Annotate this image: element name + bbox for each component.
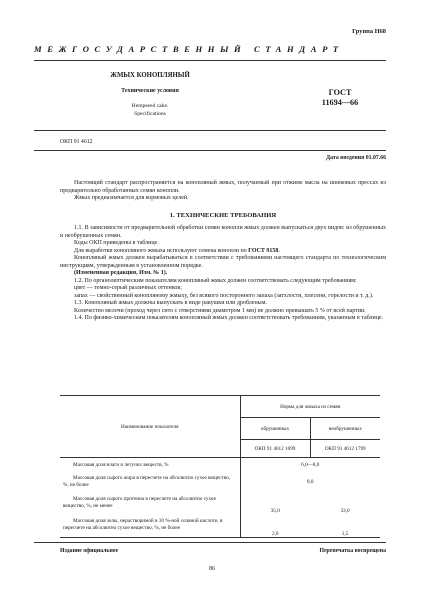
intro-paragraph: Жмых предназначается для кормовых целей. — [74, 195, 189, 201]
intro-paragraph: Настоящий стандарт распространяется на конопляный жмых, получаемый при отжиме масла на шнековых прессах из предварительно обработанных семян конопли. — [60, 180, 386, 194]
okp-code: ОКП 91 4612 — [60, 139, 93, 145]
table-cell-value: 33,0 — [340, 507, 350, 514]
clause-1-1-seeds-end: . — [278, 247, 280, 254]
table-row — [60, 472, 380, 492]
footer-rule — [34, 542, 386, 543]
clause-1-2: 1.2. По органолептическим показателям конопляный жмых должен соответствовать следующим требованиям: — [74, 277, 357, 284]
english-title — [0, 102, 300, 118]
table-header-hulled: обрушенных — [240, 418, 310, 440]
clause-1-1-seeds — [60, 248, 386, 256]
table-cell-name: Массовая доля сырого протеина в пересчете на абсолютно сухое вещество, %, не менее — [60, 492, 240, 514]
section-1-body — [60, 225, 386, 323]
table-row — [60, 458, 380, 472]
standard-banner-text: МЕЖГОСУДАРСТВЕННЫЙ СТАНДАРТ — [34, 44, 344, 54]
table-cell-value: 6,0—8,0 — [301, 461, 320, 468]
clause-1-1: 1.1. В зависимости от предварительной обработки семян конопли жмых должен выпускаться двух видов: из обрушенных и необрушенных семян. — [60, 225, 386, 239]
introduction-date: Дата введения 01.07.66 — [326, 155, 386, 161]
gost-code: 11694—66 — [321, 98, 359, 107]
gost-label: ГОСТ — [328, 88, 352, 97]
amendment-note: (Измененная редакция, Изм. № 1). — [74, 270, 168, 276]
table-cell-value: 35,0 — [270, 507, 280, 514]
clause-1-1-seeds-text: Для выработки конопляного жмыха используют семена конопли по — [74, 247, 249, 254]
standard-banner — [34, 44, 386, 54]
table-header-norm: Норма для жмыха из семян — [240, 396, 380, 418]
gost-reference-link: ГОСТ 9158 — [248, 247, 279, 254]
gost-number — [310, 88, 370, 108]
top-rule — [34, 60, 386, 61]
table-okp-hulled: ОКП 91 4612 1699 — [240, 440, 310, 458]
okp-rule — [34, 150, 386, 151]
table-header-indicator: Наименование показателя — [60, 396, 240, 458]
clause-1-1-production: Конопляный жмых должен вырабатываться в соответствии с требованиями настоящего стандарта по технологическим инструкциям, утвержденным в установленном порядке. — [60, 255, 386, 269]
clause-1-2-color: цвет — темно-серый различных оттенков; — [74, 285, 182, 291]
requirements-table — [60, 395, 380, 538]
section-heading: 1. ТЕХНИЧЕСКИЕ ТРЕБОВАНИЯ — [169, 212, 277, 219]
group-label: Группа Н68 — [352, 28, 386, 35]
table-cell-name: Массовая доля влаги и летучих веществ, % — [60, 458, 240, 472]
clause-1-3: 1.3. Конопляный жмых должны выпускать в виде ракушки или дробленым. — [74, 300, 267, 306]
table-header-unhulled: необрушенных — [310, 418, 380, 440]
table-cell-value: 2,0 — [272, 531, 279, 537]
clause-1-2-smell: запах — свойственный конопляному жмыху, без всякого постороннего запаха (затхлости, плесени, горелости и т. д.). — [74, 292, 374, 299]
table-cell-name: Массовая доля золы, нерастворимой в 10 %-ной соляной кислоте, в пересчете на абсолютно сухое вещество, %, не более — [60, 514, 240, 538]
intro-block — [60, 180, 386, 203]
clause-1-4: 1.4. По физико-химическим показателям конопляный жмых должен соответствовать требованиям, указанным в таблице. — [74, 315, 384, 321]
document-subtitle: Технические условия — [121, 88, 179, 94]
table-row — [60, 514, 380, 538]
clause-1-3-fines: Количество мелочи (проход через сито с отверстиями диаметром 1 мм) не должно превышать 5 % от всей партии. — [74, 307, 366, 314]
table-row — [60, 492, 380, 514]
table-okp-unhulled: ОКП 91 4612 1799 — [324, 445, 366, 452]
table-cell-value: 1,5 — [341, 531, 349, 537]
table-cell-value: 8,0 — [307, 478, 314, 485]
document-title: ЖМЫХ КОНОПЛЯНЫЙ — [110, 72, 190, 79]
page-number: 86 — [209, 566, 215, 572]
official-edition-label: Издание официальное — [60, 548, 119, 554]
table-cell-name: Массовая доля сырого жира в пересчете на абсолютно сухое вещество, %, не более — [60, 472, 240, 492]
title-rule — [34, 130, 386, 131]
english-title-line-1: Hempseed cake. — [131, 103, 169, 109]
clause-1-1-codes: Коды ОКП приведены в таблице. — [74, 240, 159, 246]
reprint-prohibited-label: Перепечатка воспрещена — [319, 548, 386, 554]
english-title-line-2: Specifications — [134, 111, 166, 117]
